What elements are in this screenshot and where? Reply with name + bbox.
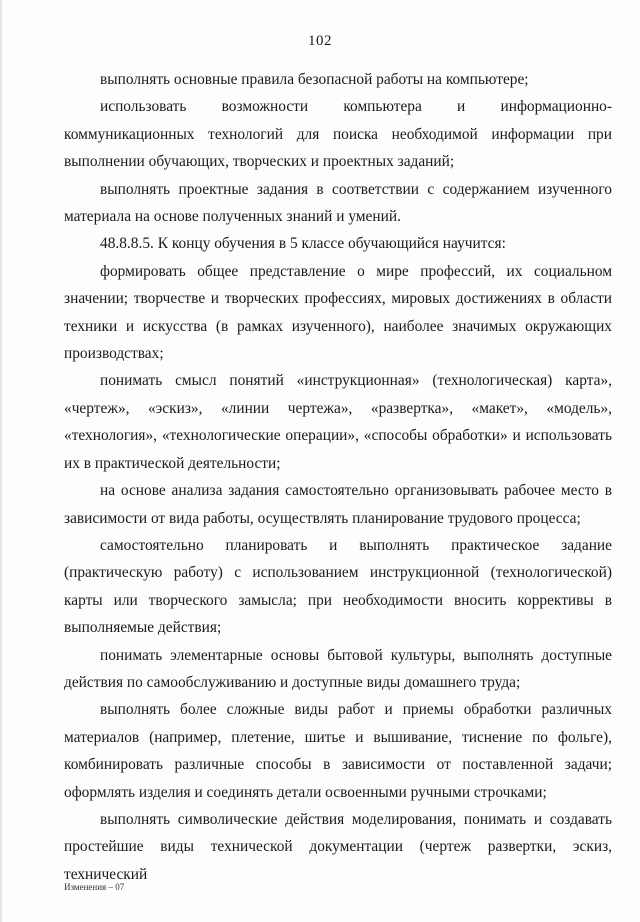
paragraph: понимать элементарные основы бытовой культуры, выполнять доступные действия по самообслуживанию и доступные виды домашнего труда; [64, 646, 612, 691]
paragraph: использовать возможности компьютера и информационно-коммуникационных технологий для поиска необходимой информации при выполнении обучающих, творческих и проектных заданий; [64, 98, 612, 171]
paragraph: выполнять проектные задания в соответствии с содержанием изученного материала на основе полученных знаний и умений. [64, 180, 612, 226]
document-body [64, 66, 612, 888]
scan-edge [0, 0, 2, 922]
paragraph: самостоятельно планировать и выполнять практическое задание (практическую работу) с использованием инструкционной (технологической) карты или творческого замысла; при необходимости вносить коррективы в выполняемые действия; [64, 536, 612, 637]
paragraph: формировать общее представление о мире профессий, их социальном значении; творчестве и творческих профессиях, мировых достижениях в области техники и искусства (в рамках изученного), наиболее значимых окружающих производствах; [64, 262, 612, 363]
section-heading: 48.8.8.5. К концу обучения в 5 классе обучающийся научится: [100, 235, 506, 253]
paragraph: выполнять основные правила безопасной работы на компьютере; [100, 71, 529, 88]
paragraph: выполнять более сложные виды работ и приемы обработки различных материалов (например, плетение, шитье и вышивание, тиснение по фольге), комбинировать различные способы в зависимости от поставленной задачи; оформлять изделия и соединять детали освоенными ручными строчками; [64, 701, 612, 801]
paragraph: выполнять символические действия моделирования, понимать и создавать простейшие виды технической документации (чертеж развертки, эскиз, технический [64, 810, 612, 883]
footer-revision: Изменения – 07 [64, 882, 125, 892]
paragraph: понимать смысл понятий «инструкционная» (технологическая) карта», «чертеж», «эскиз», «линии чертежа», «развертка», «макет», «модель», «технология», «технологические операции», «способы обработки» и использовать их в практической деятельности; [64, 372, 612, 472]
paragraph: на основе анализа задания самостоятельно организовывать рабочее место в зависимости от вида работы, осуществлять планирование трудового процесса; [64, 482, 612, 527]
page-number: 102 [308, 33, 332, 49]
